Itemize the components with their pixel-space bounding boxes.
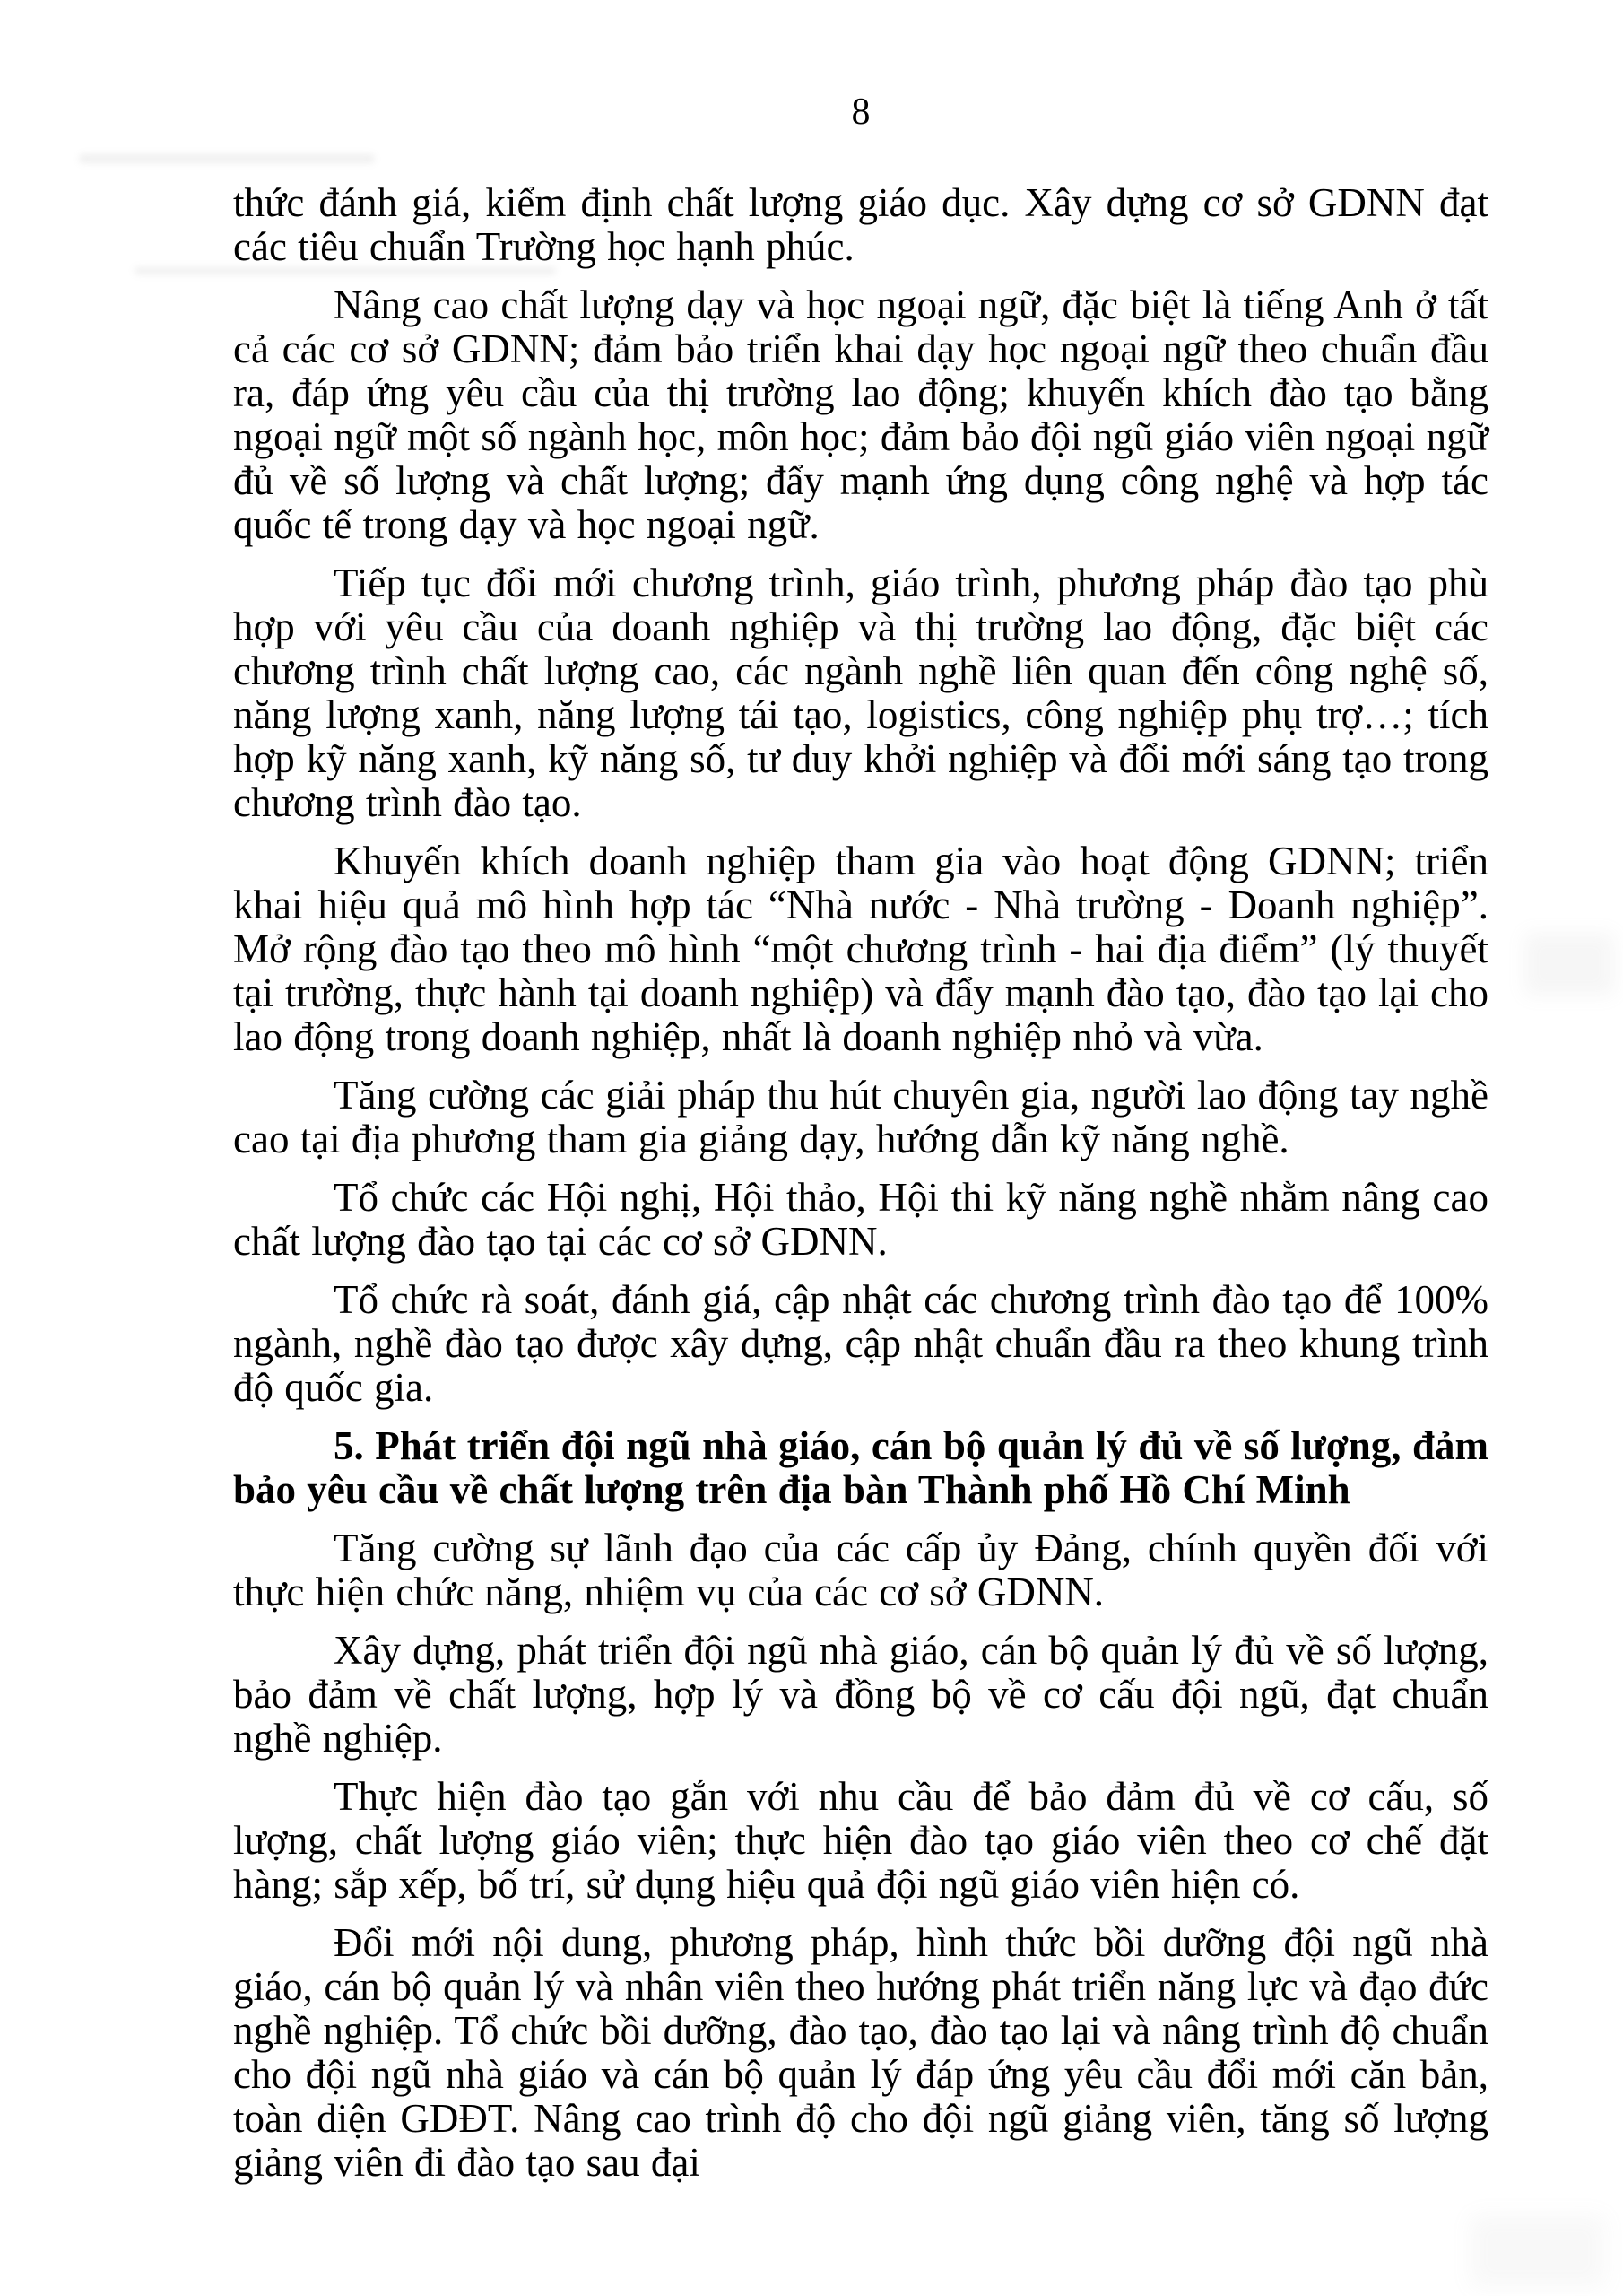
section-heading: 5. Phát triển đội ngũ nhà giáo, cán bộ quản lý đủ về số lượng, đảm bảo yêu cầu về chất lượng trên địa bàn Thành phố Hồ Chí Minh	[233, 1423, 1488, 1512]
page-number: 8	[851, 91, 871, 133]
paragraph: Thực hiện đào tạo gắn với nhu cầu để bảo đảm đủ về cơ cấu, số lượng, chất lượng giáo viên; thực hiện đào tạo giáo viên theo cơ chế đặt hàng; sắp xếp, bố trí, sử dụng hiệu quả đội ngũ giáo viên hiện có.	[233, 1774, 1488, 1907]
scan-artifact	[1471, 2215, 1605, 2287]
paragraph: Tiếp tục đổi mới chương trình, giáo trình, phương pháp đào tạo phù hợp với yêu cầu của doanh nghiệp và thị trường lao động, đặc biệt các chương trình chất lượng cao, các ngành nghề liên quan đến công nghệ số, năng lượng xanh, năng lượng tái tạo, logistics, công nghiệp phụ trợ…; tích hợp kỹ năng xanh, kỹ năng số, tư duy khởi nghiệp và đổi mới sáng tạo trong chương trình đào tạo.	[233, 561, 1488, 825]
paragraph: Tổ chức rà soát, đánh giá, cập nhật các chương trình đào tạo để 100% ngành, nghề đào tạo được xây dựng, cập nhật chuẩn đầu ra theo khung trình độ quốc gia.	[233, 1277, 1488, 1410]
scan-artifact	[1524, 933, 1614, 996]
paragraph-continuation: thức đánh giá, kiểm định chất lượng giáo dục. Xây dựng cơ sở GDNN đạt các tiêu chuẩn Trường học hạnh phúc.	[233, 180, 1488, 269]
paragraph: Tăng cường các giải pháp thu hút chuyên gia, người lao động tay nghề cao tại địa phương tham gia giảng dạy, hướng dẫn kỹ năng nghề.	[233, 1073, 1488, 1161]
scan-artifact	[79, 154, 375, 163]
paragraph: Tăng cường sự lãnh đạo của các cấp ủy Đảng, chính quyền đối với thực hiện chức năng, nhiệm vụ của các cơ sở GDNN.	[233, 1526, 1488, 1614]
paragraph: Tổ chức các Hội nghị, Hội thảo, Hội thi kỹ năng nghề nhằm nâng cao chất lượng đào tạo tại các cơ sở GDNN.	[233, 1175, 1488, 1264]
paragraph: Nâng cao chất lượng dạy và học ngoại ngữ, đặc biệt là tiếng Anh ở tất cả các cơ sở GDNN; đảm bảo triển khai dạy học ngoại ngữ theo chuẩn đầu ra, đáp ứng yêu cầu của thị trường lao động; khuyến khích đào tạo bằng ngoại ngữ một số ngành học, môn học; đảm bảo đội ngũ giáo viên ngoại ngữ đủ về số lượng và chất lượng; đẩy mạnh ứng dụng công nghệ và hợp tác quốc tế trong dạy và học ngoại ngữ.	[233, 283, 1488, 547]
paragraph: Xây dựng, phát triển đội ngũ nhà giáo, cán bộ quản lý đủ về số lượng, bảo đảm về chất lượng, hợp lý và đồng bộ về cơ cấu đội ngũ, đạt chuẩn nghề nghiệp.	[233, 1628, 1488, 1761]
paragraph: Đổi mới nội dung, phương pháp, hình thức bồi dưỡng đội ngũ nhà giáo, cán bộ quản lý và nhân viên theo hướng phát triển năng lực và đạo đức nghề nghiệp. Tổ chức bồi dưỡng, đào tạo, đào tạo lại và nâng trình độ chuẩn cho đội ngũ nhà giáo và cán bộ quản lý đáp ứng yêu cầu đổi mới căn bản, toàn diện GDĐT. Nâng cao trình độ cho đội ngũ giảng viên, tăng số lượng giảng viên đi đào tạo sau đại	[233, 1920, 1488, 2185]
paragraph: Khuyến khích doanh nghiệp tham gia vào hoạt động GDNN; triển khai hiệu quả mô hình hợp tác “Nhà nước - Nhà trường - Doanh nghiệp”. Mở rộng đào tạo theo mô hình “một chương trình - hai địa điểm” (lý thuyết tại trường, thực hành tại doanh nghiệp) và đẩy mạnh đào tạo, đào tạo lại cho lao động trong doanh nghiệp, nhất là doanh nghiệp nhỏ và vừa.	[233, 839, 1488, 1059]
